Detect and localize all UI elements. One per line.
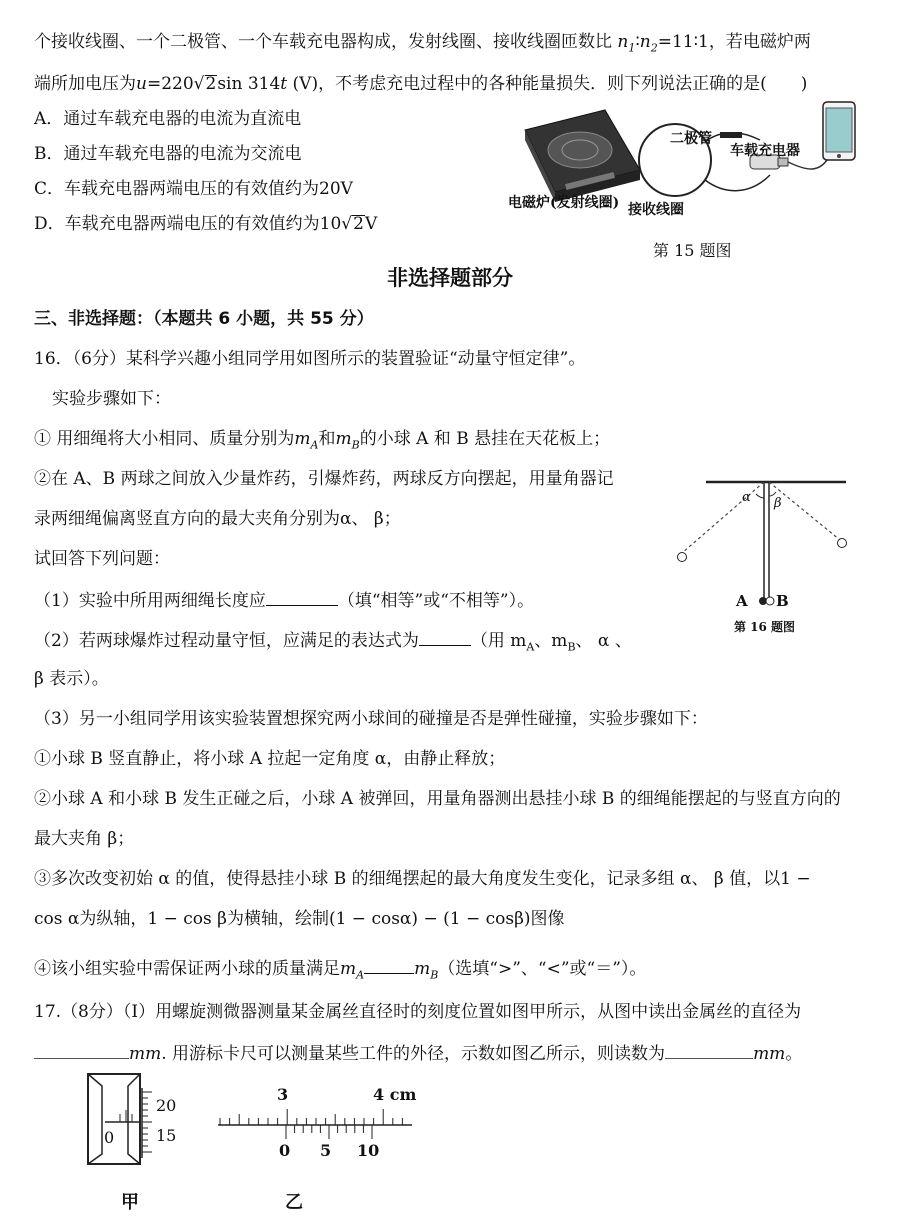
label-car-charger: 车载充电器 xyxy=(730,143,800,159)
q16-part3-step-2-line-1: ②小球 A 和小球 B 发生正碰之后，小球 A 被弹回，用量角器测出悬挂小球 B 的细绳能摆起的与竖直方向的 xyxy=(34,789,841,809)
q15-voltage-u: u xyxy=(136,74,147,94)
caliper-vernier-5: 5 xyxy=(320,1141,332,1160)
q15-option-c: C．车载充电器两端电压的有效值约为20V xyxy=(34,179,353,199)
section-subtitle: 三、非选择题：（本题共 6 小题，共 55 分） xyxy=(34,309,374,329)
beta-label: β xyxy=(774,496,782,511)
q15-ratio-text: =11∶1，若电磁炉两 xyxy=(657,32,811,52)
label-induction-cooker: 电磁炉(发射线圈) xyxy=(508,195,620,211)
diode-symbol xyxy=(720,132,742,138)
q16-part1-answer-blank[interactable] xyxy=(266,587,338,606)
q15-figure xyxy=(505,100,865,240)
q17-line-2: mm. 用游标卡尺可以测量某些工件的外径，示数如图乙所示，则读数为 mm。 xyxy=(34,1040,802,1066)
q15-option-d-sqrt: 2 xyxy=(353,214,364,234)
q16-step-1: ① 用细绳将大小相同、质量分别为$m_A$和$m_B$的小球 A 和 B 悬挂在天花板上； xyxy=(34,429,611,452)
caliper-vernier-10: 10 xyxy=(357,1141,380,1160)
q16-part3-step-3-line-1: ③多次改变初始 α 的值，使得悬挂小球 B 的细绳摆起的最大角度发生变化，记录多组 α、 β 值，以1 − xyxy=(34,869,811,889)
micrometer-tick-15: 15 xyxy=(156,1126,177,1145)
alpha-label: α xyxy=(742,490,751,505)
q15-line1-text: 个接收线圈、一个二极管、一个车载充电器构成，发射线圈、接收线圈匝数比 xyxy=(34,32,612,52)
micrometer-tick-0: 0 xyxy=(104,1128,115,1147)
section-title: 非选择题部分 xyxy=(387,266,513,290)
q16-part3-step-4: ④该小组实验中需保证两小球的质量满足$m_A$ $m_B$（选填“>”、“<”或“＝”）。 xyxy=(34,955,646,987)
ball-b-swung xyxy=(838,539,847,548)
figure-yi-caption: 乙 xyxy=(285,1192,303,1213)
q15-option-d-post: V xyxy=(364,214,378,234)
q16-part3-step-1: ①小球 B 竖直静止，将小球 A 拉起一定角度 α，由静止释放； xyxy=(34,749,506,769)
ball-b xyxy=(766,597,774,605)
q16-mass-compare-blank[interactable] xyxy=(364,955,414,974)
q15-line-2: 端所加电压为u=220√2sin 314t (V)，不考虑充电过程中的各种能量损失．则下列说法正确的是( ) xyxy=(34,74,808,94)
micrometer-figure xyxy=(80,1070,210,1170)
q15-option-a: A．通过车载充电器的电流为直流电 xyxy=(34,109,302,129)
q15-voltage-sqrt: 2 xyxy=(205,74,217,94)
q16-part-1: （1）实验中所用两细绳长度应 （填“相等”或“不相等”）。 xyxy=(34,587,534,613)
q15-option-d-pre: D．车载充电器两端电压的有效值约为10 xyxy=(34,214,342,234)
induction-cooker-image xyxy=(525,110,640,202)
micrometer-tick-20: 20 xyxy=(156,1096,177,1115)
q16-steps-label: 实验步骤如下： xyxy=(52,389,171,409)
caliper-main-3: 3 xyxy=(277,1085,289,1104)
vernier-caliper-figure xyxy=(212,1085,432,1165)
ball-a-swung xyxy=(678,553,687,562)
q15-voltage-t: t xyxy=(280,74,288,94)
q15-voltage-sin: sin 314 xyxy=(217,74,281,94)
mass-b: $m_B$ xyxy=(335,429,360,452)
mass-a: $m_A$ xyxy=(294,429,319,452)
q17-diameter-answer-blank[interactable] xyxy=(34,1040,129,1059)
q15-option-d: D．车载充电器两端电压的有效值约为10√2V xyxy=(34,214,378,234)
q16-caption: 第 16 题图 xyxy=(734,620,796,634)
label-receiving-coil: 接收线圈 xyxy=(628,202,684,218)
q16-part3-step-2-line-2: 最大夹角 β； xyxy=(34,829,135,849)
q16-title: 16．（6分）某科学兴趣小组同学用如图所示的装置验证“动量守恒定律”。 xyxy=(34,349,586,369)
q16-part3-step-3-line-2: cos α为纵轴，1 − cos β为横轴，绘制(1 − cosα) − (1 − cosβ)图像 xyxy=(34,909,565,929)
q15-line-1: 个接收线圈、一个二极管、一个车载充电器构成，发射线圈、接收线圈匝数比 $n_1∶n_2=11∶1$，若电磁炉两 xyxy=(34,32,811,55)
q15-voltage-eq: =220 xyxy=(146,74,194,94)
ball-a-label: A xyxy=(736,592,748,610)
q16-step-2-line-1: ②在 A、B 两球之间放入少量炸药，引爆炸药，两球反方向摆起，用量角器记 xyxy=(34,469,614,489)
q15-ratio-n2: $n_2$ xyxy=(639,32,658,55)
label-diode: 二极管 xyxy=(670,131,712,147)
pendulum-diagram xyxy=(670,470,870,640)
q15-option-b: B．通过车载充电器的电流为交流电 xyxy=(34,144,302,164)
caliper-vernier-0: 0 xyxy=(279,1141,291,1160)
q17-caliper-answer-blank[interactable] xyxy=(665,1040,753,1059)
figure-jia-caption: 甲 xyxy=(121,1192,139,1213)
q16-figure xyxy=(670,470,870,640)
string-a-deflected xyxy=(682,482,764,553)
caliper-main-4: 4 cm xyxy=(373,1085,417,1104)
q16-part2-answer-blank[interactable] xyxy=(419,627,471,646)
q16-answer-intro: 试回答下列问题： xyxy=(34,549,170,569)
string-b-deflected xyxy=(769,482,840,540)
q15-line2-pre: 端所加电压为 xyxy=(34,74,136,94)
q15-ratio-n1: $n_1$ xyxy=(617,32,636,55)
q16-part-2: （2）若两球爆炸过程动量守恒，应满足的表达式为 （用 $m_A$、$m_B$、 α 、 xyxy=(34,627,632,659)
q16-step-2-line-2: 录两细绳偏离竖直方向的最大夹角分别为α、 β； xyxy=(34,509,401,529)
q15-caption: 第 15 题图 xyxy=(653,241,732,260)
phone-image xyxy=(823,102,855,160)
q17-line-1: 17.（8分）（Ⅰ）用螺旋测微器测量某金属丝直径时的刻度位置如图甲所示，从图中读出金属丝的直径为 xyxy=(34,1002,802,1022)
micrometer-drawing xyxy=(80,1070,210,1170)
ball-b-label: B xyxy=(776,592,789,610)
q16-part-2-line-2: β 表示）。 xyxy=(34,669,109,689)
q15-figure-drawing xyxy=(505,100,865,240)
q16-part-3-intro: （3）另一小组同学用该实验装置想探究两小球间的碰撞是否是弹性碰撞，实验步骤如下： xyxy=(34,709,708,729)
q15-line2-post: (V)，不考虑充电过程中的各种能量损失．则下列说法正确的是( ) xyxy=(292,74,808,94)
